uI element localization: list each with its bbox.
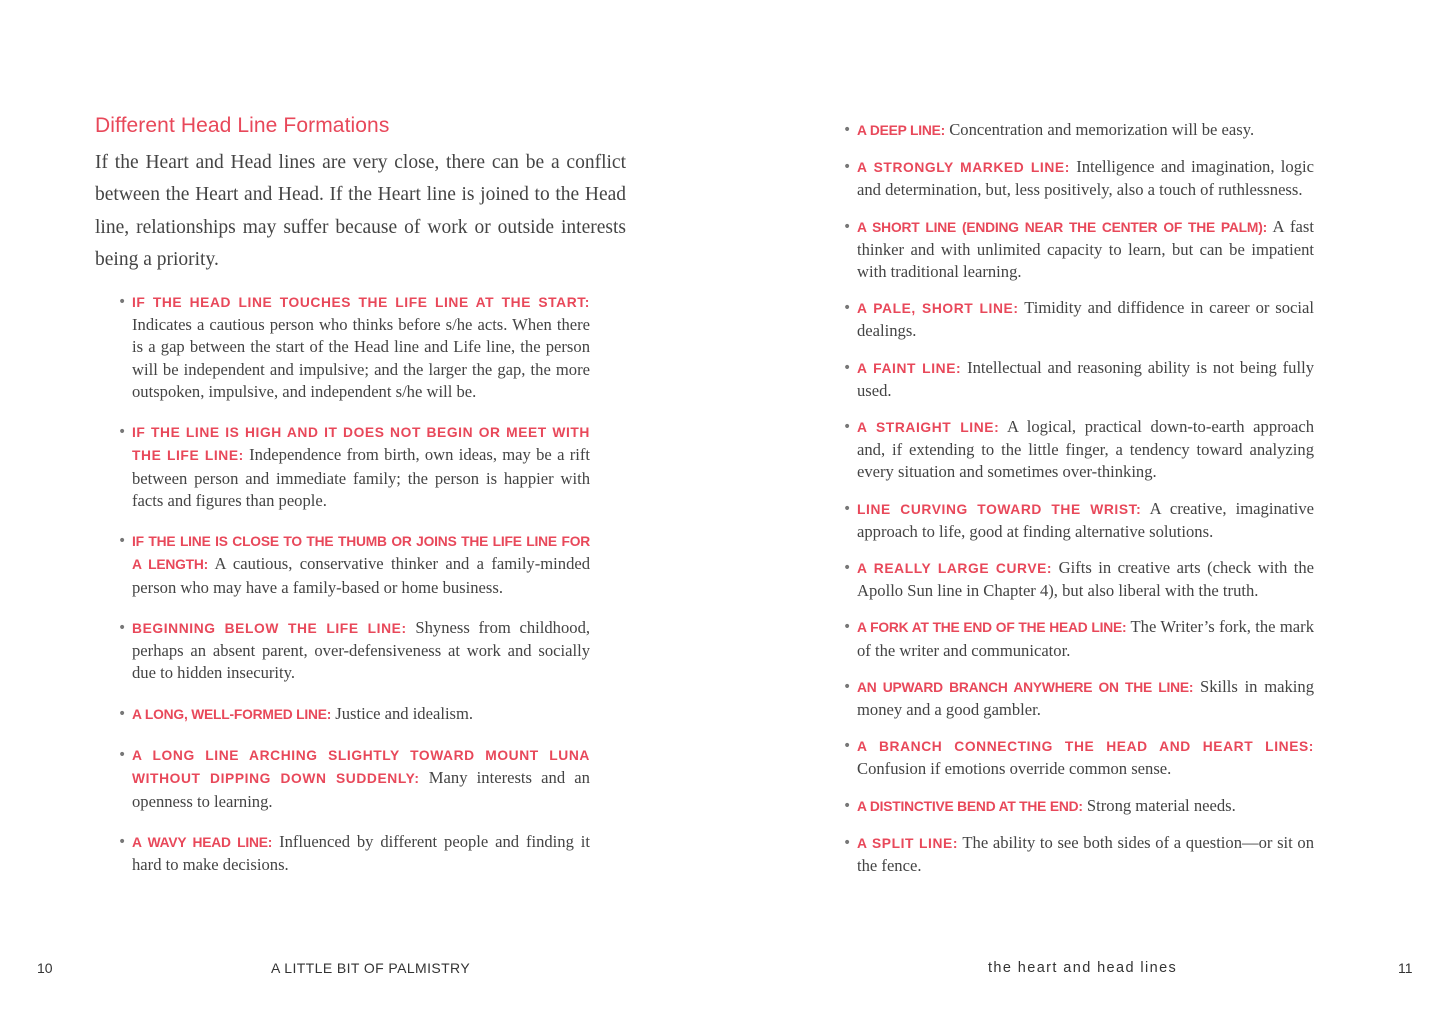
bullet-icon: • <box>843 797 852 814</box>
item-term: A REALLY LARGE CURVE: <box>857 561 1053 577</box>
item-text: Shyness from childhood, perhaps an absent parent, over-defensiveness at work and socially due to hidden insecurity. <box>132 618 591 683</box>
item-term: A FAINT LINE: <box>857 360 962 376</box>
running-head: A LITTLE BIT OF PALMISTRY <box>271 960 471 976</box>
item-text: The Writer’s fork, the mark of the writer and communicator. <box>857 617 1314 660</box>
list-item <box>843 498 1314 543</box>
item-term: A STRONGLY MARKED LINE: <box>857 160 1070 176</box>
item-term: LINE CURVING TOWARD THE WRIST: <box>857 501 1142 517</box>
list-item <box>843 676 1314 721</box>
item-text: Indicates a cautious person who thinks before s/he acts. When there is a gap between the start of the Head line and Life line, the person will be independent and impulsive; and the larger the gap, the more outspoken, impulsive, and independent s/he will be. <box>132 315 590 401</box>
item-term: A STRAIGHT LINE: <box>857 420 1000 436</box>
item-text: Confusion if emotions override common sense. <box>857 759 1172 779</box>
item-text: A cautious, conservative thinker and a family-minded person who may have a family-based or home business. <box>132 554 591 597</box>
bullet-icon: • <box>843 159 852 176</box>
item-term: A WAVY HEAD LINE: <box>132 834 273 850</box>
item-term: A LONG LINE ARCHING SLIGHTLY TOWARD MOUNT LUNA WITHOUT DIPPING DOWN SUDDENLY: <box>132 748 590 787</box>
list-item <box>843 156 1314 201</box>
list-item <box>843 616 1314 661</box>
bullet-icon: • <box>118 747 127 764</box>
left-page <box>0 0 722 1012</box>
item-text: A creative, imaginative approach to life, good at finding alternative solutions. <box>857 498 1314 541</box>
item-term: A PALE, SHORT LINE: <box>857 301 1019 317</box>
bullet-icon: • <box>118 620 127 636</box>
list-item <box>843 557 1314 602</box>
list-item <box>843 297 1314 342</box>
item-term: A LONG, WELL-FORMED LINE: <box>132 706 332 722</box>
item-term: A BRANCH CONNECTING THE HEAD AND HEART LINES: <box>857 739 1314 755</box>
item-term: IF THE LINE IS HIGH AND IT DOES NOT BEGIN OR MEET WITH THE LIFE LINE: <box>132 425 590 464</box>
list-item <box>843 119 1314 142</box>
item-text: Gifts in creative arts (check with the Apollo Sun line in Chapter 4), but also liberal with the truth. <box>857 558 1315 601</box>
list-item <box>843 735 1314 780</box>
item-text: Intellectual and reasoning ability is not being fully used. <box>857 357 1314 400</box>
item-term: A SPLIT LINE: <box>857 835 959 851</box>
item-text: The ability to see both sides of a question—or sit on the fence. <box>857 832 1314 876</box>
list-item <box>118 831 590 876</box>
list-item <box>843 216 1314 284</box>
intro-paragraph: If the Heart and Head lines are very close, there can be a conflict between the Heart and Head. If the Heart line is joined to the Head line, relationships may suffer because of work or outside interests being a priority. <box>95 152 626 270</box>
item-term: A DEEP LINE: <box>857 123 946 138</box>
item-text: Skills in making money and a good gambler. <box>857 676 1314 720</box>
bullet-icon: • <box>118 833 127 850</box>
item-term: A FORK AT THE END OF THE HEAD LINE: <box>857 620 1127 636</box>
list-item <box>843 357 1314 402</box>
section-heading: Different Head Line Formations <box>95 114 390 137</box>
item-text: Concentration and memorization will be easy. <box>949 120 1255 139</box>
bullet-icon: • <box>843 300 852 317</box>
list-item <box>843 795 1314 818</box>
bullet-icon: • <box>118 533 127 550</box>
bullet-icon: • <box>843 560 852 577</box>
bullet-icon: • <box>843 834 852 851</box>
bullet-icon: • <box>118 705 127 722</box>
item-term: A SHORT LINE (ENDING NEAR THE CENTER OF THE PALM): <box>857 219 1267 235</box>
item-text: A fast thinker and with unlimited capacity to learn, but can be impatient with traditional learning. <box>857 216 1314 282</box>
list-item <box>843 416 1314 484</box>
page-number: 10 <box>37 960 53 976</box>
bullet-icon: • <box>118 424 127 441</box>
item-text: Intelligence and imagination, logic and determination, but, less positively, also a touch of ruthlessness. <box>857 157 1314 200</box>
item-term: A DISTINCTIVE BEND AT THE END: <box>857 798 1083 814</box>
list-item <box>118 421 590 512</box>
running-head: the heart and head lines <box>988 960 1178 976</box>
bullet-icon: • <box>843 738 852 755</box>
bullet-icon: • <box>843 122 852 138</box>
page-number: 11 <box>1398 960 1413 976</box>
item-term: IF THE HEAD LINE TOUCHES THE LIFE LINE AT THE START: <box>132 295 590 310</box>
item-text: Timidity and diffidence in career or social dealings. <box>857 298 1315 341</box>
bullet-icon: • <box>843 678 852 695</box>
bullet-icon: • <box>843 500 852 517</box>
item-text: Influenced by different people and finding it hard to make decisions. <box>132 831 590 875</box>
right-page <box>722 0 1445 1012</box>
head-line-formations-list <box>118 291 590 895</box>
list-item <box>118 703 590 726</box>
item-text: Justice and idealism. <box>335 703 474 723</box>
item-text: A logical, practical down-to-earth approach and, if extending to the little finger, a tendency toward analyzing every situation and sometimes over-thinking. <box>857 417 1314 482</box>
item-term: BEGINNING BELOW THE LIFE LINE: <box>132 621 407 636</box>
list-item <box>118 530 590 599</box>
bullet-icon: • <box>843 619 852 636</box>
bullet-icon: • <box>843 359 852 376</box>
bullet-icon: • <box>118 294 127 310</box>
item-term: AN UPWARD BRANCH ANYWHERE ON THE LINE: <box>857 679 1194 695</box>
bullet-icon: • <box>843 218 852 235</box>
item-text: Independence from birth, own ideas, may be a rift between person and immediate family; the person is happier with facts and figures than people. <box>132 445 591 510</box>
bullet-icon: • <box>843 419 852 436</box>
item-text: Strong material needs. <box>1086 795 1236 815</box>
list-item <box>118 291 590 403</box>
item-term: IF THE LINE IS CLOSE TO THE THUMB OR JOINS THE LIFE LINE FOR A LENGTH: <box>132 534 590 573</box>
list-item <box>118 617 590 685</box>
head-line-traits-list <box>843 119 1314 891</box>
list-item <box>843 832 1314 877</box>
list-item <box>118 744 590 813</box>
item-text: Many interests and an openness to learning. <box>132 768 590 811</box>
